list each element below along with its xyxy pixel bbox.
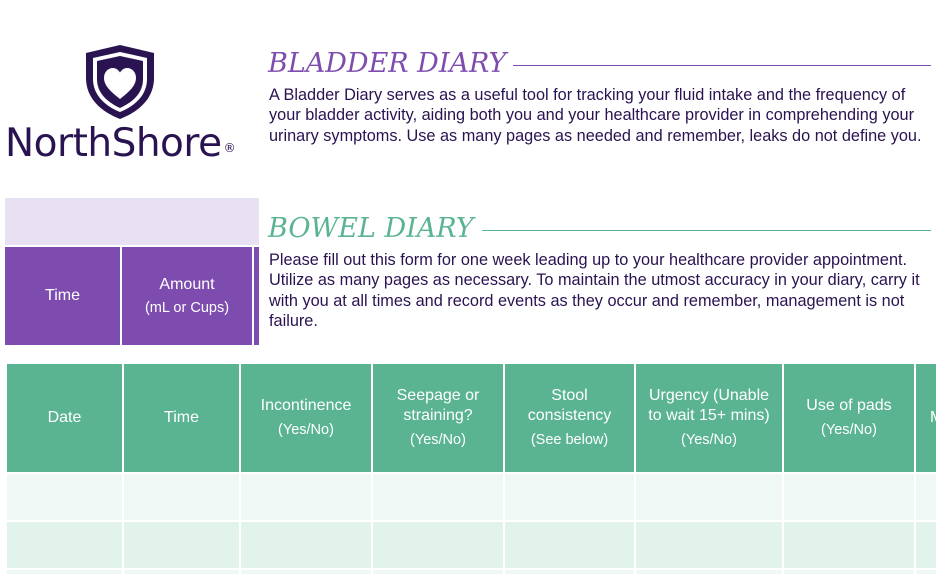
bowel-diary-title: BOWEL DIARY xyxy=(268,213,474,244)
brand-logo-text: NorthShore ® xyxy=(5,121,236,166)
column-divider xyxy=(914,474,916,574)
bowel-col-more xyxy=(916,364,943,472)
bladder-table-header-band xyxy=(5,198,259,245)
bowel-col-seepage-label: Seepage or straining? xyxy=(396,387,480,424)
column-divider xyxy=(239,474,241,574)
heart-shield-icon xyxy=(84,44,156,120)
bowel-col-stool-consistency xyxy=(505,364,634,472)
bladder-col-next-edge xyxy=(254,247,259,345)
bowel-col-urgency xyxy=(636,364,782,472)
bowel-col-stool-label: Stool consistency xyxy=(527,387,612,424)
bladder-col-amount-sub: (mL or Cups) xyxy=(144,300,230,316)
bladder-col-amount-label: Amount xyxy=(159,276,215,293)
bowel-col-seepage-sub: (Yes/No) xyxy=(410,432,466,448)
bowel-col-seepage xyxy=(373,364,503,472)
column-divider xyxy=(782,474,784,574)
bladder-diary-description: A Bladder Diary serves as a useful tool for tracking your fluid intake and the frequency of your bladder activity, aiding both you and your healthcare provider in comprehending your urinary symptoms. Use as many pages as needed and remember, leaks do not define you. xyxy=(269,86,922,145)
registered-mark: ® xyxy=(223,141,236,155)
bladder-col-time xyxy=(5,247,120,345)
column-divider xyxy=(634,474,636,574)
column-divider xyxy=(503,474,505,574)
bowel-col-date-label: Date xyxy=(47,409,82,426)
bladder-col-amount xyxy=(122,247,252,345)
bowel-col-stool-sub: (See below) xyxy=(530,432,609,448)
bowel-col-incontinence-sub: (Yes/No) xyxy=(278,422,334,438)
bowel-col-pads-label: Use of pads xyxy=(806,397,892,414)
column-divider xyxy=(122,474,124,574)
table-row[interactable] xyxy=(7,522,936,568)
bowel-col-incontinence xyxy=(241,364,371,472)
bowel-title-rule xyxy=(482,230,931,231)
bladder-title-rule xyxy=(513,65,931,66)
bowel-col-urgency-label: Urgency (Unable to wait 15+ mins) xyxy=(648,387,770,424)
bowel-col-more-label: M xyxy=(930,409,943,426)
bowel-col-time-label: Time xyxy=(164,409,199,426)
bladder-col-time-label: Time xyxy=(45,287,80,304)
column-divider xyxy=(371,474,373,574)
bladder-diary-title: BLADDER DIARY xyxy=(268,48,507,79)
bowel-col-pads-sub: (Yes/No) xyxy=(821,422,877,438)
bowel-col-urgency-sub: (Yes/No) xyxy=(681,432,737,448)
bowel-col-date xyxy=(7,364,122,472)
bowel-col-time xyxy=(124,364,239,472)
table-row[interactable] xyxy=(7,570,936,574)
bowel-col-incontinence-label: Incontinence xyxy=(260,397,352,414)
table-row[interactable] xyxy=(7,474,936,520)
bowel-col-pads xyxy=(784,364,914,472)
bowel-diary-description: Please fill out this form for one week leading up to your healthcare provider appointment. Utilize as many pages as necessary. To maintain the utmost accuracy in your diary, carry it with you at all times and record events as they occur and remember, management is not failure. xyxy=(269,251,920,330)
